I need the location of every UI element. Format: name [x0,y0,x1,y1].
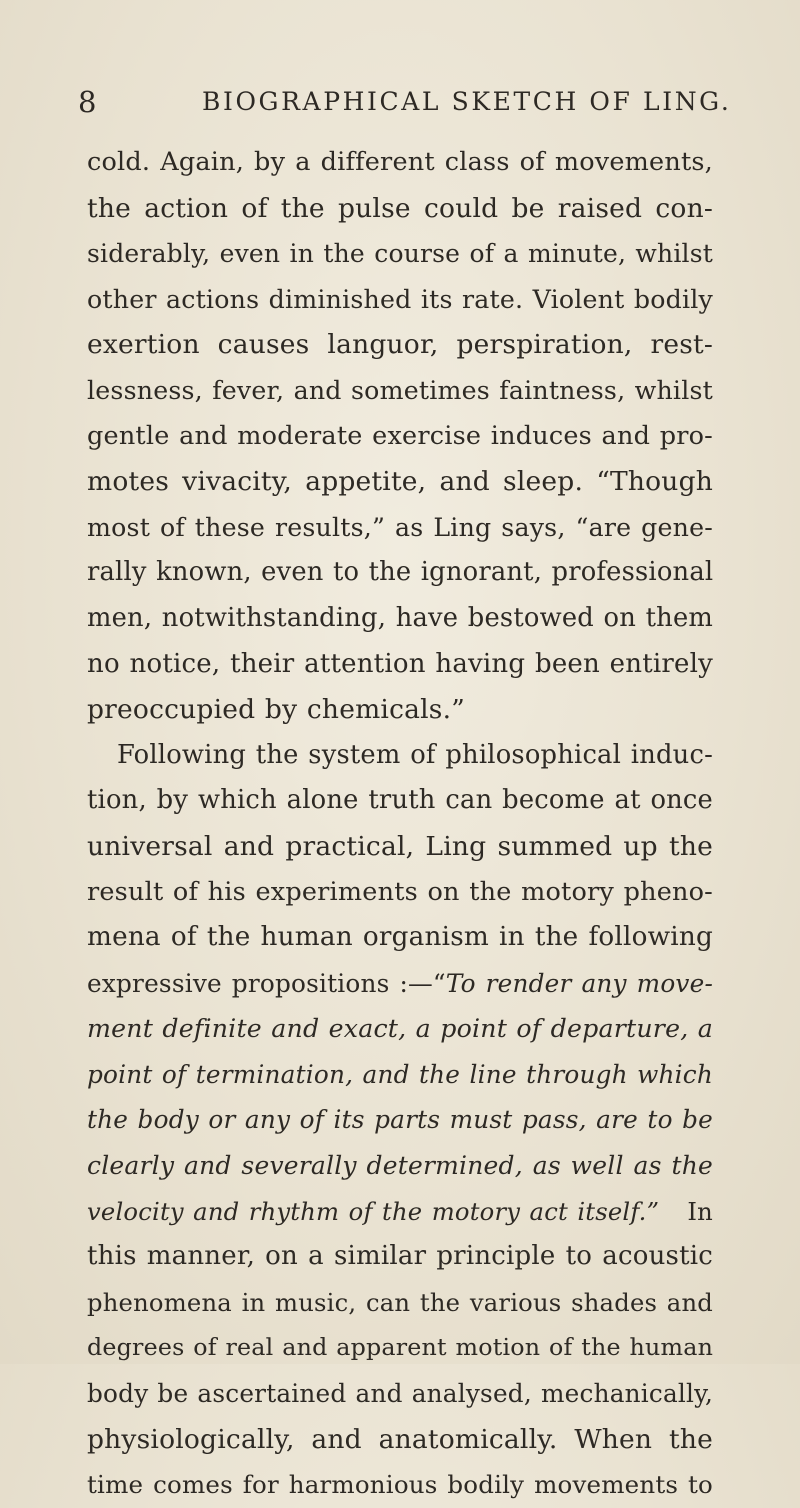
text-line: body be ascertained and analysed, mechanically, [87,1379,714,1409]
text-line: universal and practical, Ling summed up the [87,830,713,862]
text-line: no notice, their attention having been entirely [87,648,713,679]
text-line: most of these results,” as Ling says, “are gene- [87,512,713,542]
text-line: the action of the pulse could be raised con- [87,192,713,224]
text-line: motes vivacity, appetite, and sleep. “Though [87,466,713,498]
page-number: 8 [78,85,97,119]
text-run: expressive propositions :—“ [87,968,446,998]
paragraph-first-line: Following the system of philosophical induc- [117,739,713,770]
text-line [87,961,713,1007]
text-line: siderably, even in the course of a minute, whilst [87,239,713,269]
text-line: gentle and moderate exercise induces and pro- [87,420,713,451]
text-line: result of his experiments on the motory pheno- [87,876,713,907]
italic-text-line: clearly and severally determined, as well as the [87,1151,713,1181]
text-line [87,1189,713,1235]
text-line: lessness, fever, and sometimes faintness, whilst [87,375,713,405]
text-line: other actions diminished its rate. Violent bodily [87,284,713,314]
text-line: cold. Again, by a different class of movements, [87,147,713,177]
text-line: rally known, even to the ignorant, professional [87,557,714,588]
text-line: degrees of real and apparent motion of the human [87,1333,714,1362]
text-line: exertion causes languor, perspiration, rest- [87,329,713,361]
italic-text-line: ment definite and exact, a point of departure, a [87,1014,713,1044]
text-line: this manner, on a similar principle to acoustic [87,1241,713,1272]
text-line: physiologically, and anatomically. When the [87,1423,713,1455]
body-text [87,140,713,1508]
running-title: BIOGRAPHICAL SKETCH OF LING. [202,87,732,116]
text-run: In [687,1196,713,1226]
italic-quote-run: To render any move- [445,968,714,998]
text-line: preoccupied by chemicals.” [87,694,465,726]
italic-text-line: point of termination, and the line through which [87,1059,713,1089]
italic-quote-run: velocity and rhythm of the motory act itself.” [87,1196,660,1226]
text-line: time comes for harmonious bodily movements to [87,1470,713,1500]
running-head [78,82,738,122]
text-line: mena of the human organism in the following [87,922,713,953]
text-line: tion, by which alone truth can become at once [87,785,713,816]
text-line: phenomena in music, can the various shades and [87,1287,713,1317]
italic-text-line: the body or any of its parts must pass, are to be [87,1105,713,1135]
text-line: men, notwithstanding, have bestowed on them [87,602,713,633]
